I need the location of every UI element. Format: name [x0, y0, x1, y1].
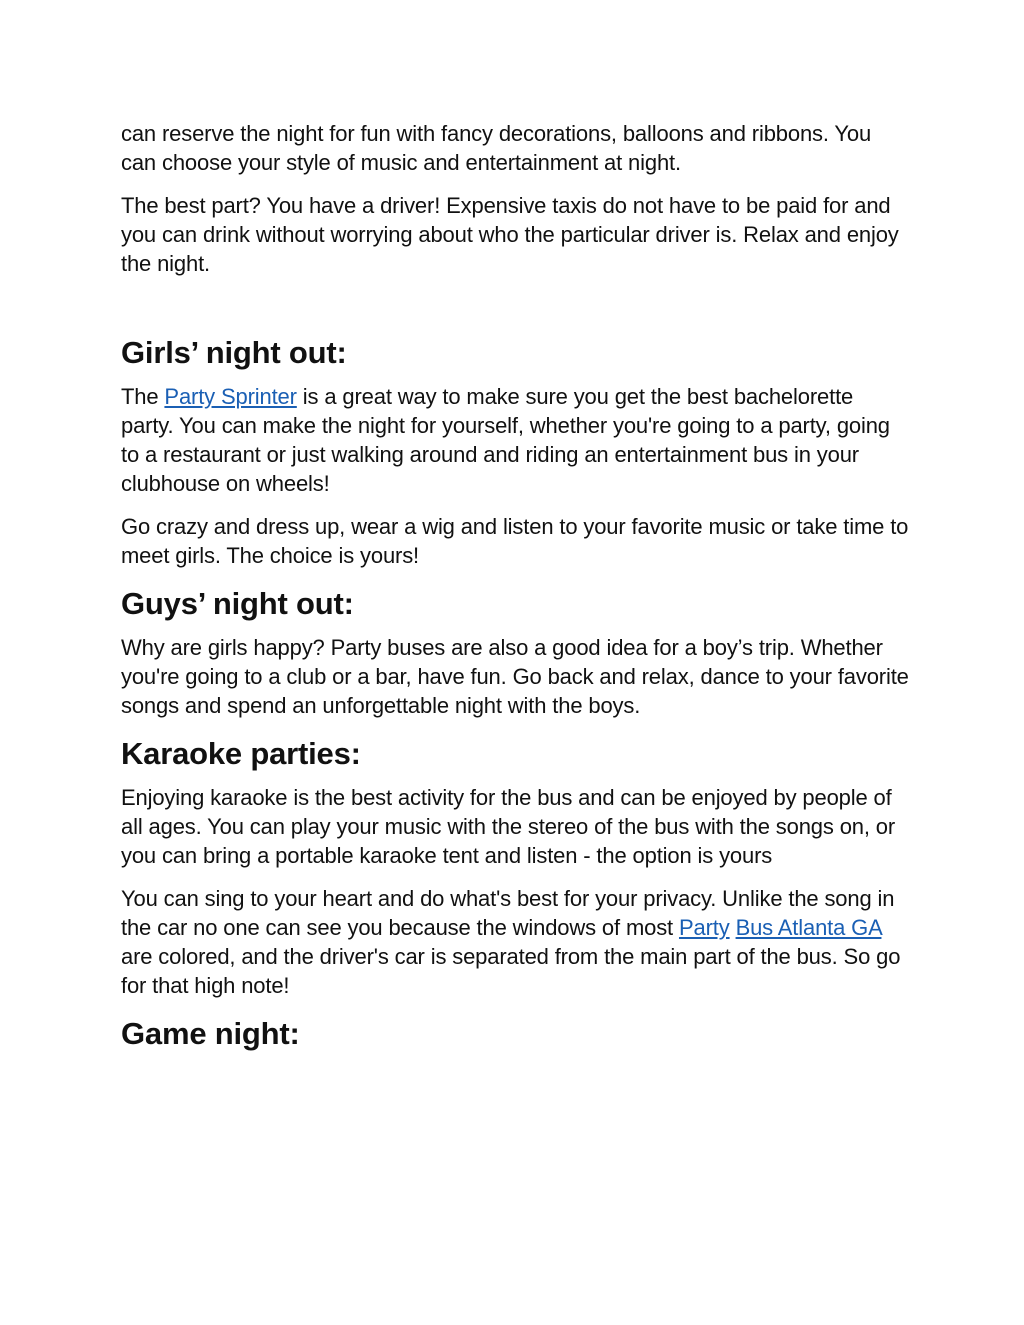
- karaoke-p2-text-after: are colored, and the driver's car is separated from the main part of the bus. So go for that high note!: [121, 944, 901, 998]
- heading-girls-night-out: Girls’ night out:: [121, 335, 347, 370]
- intro-paragraph-1: can reserve the night for fun with fancy decorations, balloons and ribbons. You can choose your style of music and entertainment at night.: [121, 121, 872, 175]
- karaoke-paragraph-2: [121, 884, 911, 1000]
- girls-paragraph-1: [121, 382, 911, 498]
- party-link[interactable]: Party: [678, 915, 730, 940]
- document-page: [121, 119, 911, 1053]
- intro-paragraph-2: The best part? You have a driver! Expensive taxis do not have to be paid for and you can drink without worrying about who the particular driver is. Relax and enjoy the night.: [121, 193, 899, 276]
- party-sprinter-link[interactable]: Party Sprinter: [164, 384, 297, 409]
- heading-guys-night-out: Guys’ night out:: [121, 586, 354, 621]
- heading-karaoke-parties: Karaoke parties:: [121, 736, 361, 771]
- karaoke-paragraph-1: Enjoying karaoke is the best activity for the bus and can be enjoyed by people of all ages. You can play your music with the stereo of the bus with the songs on, or you can bring a portable karaoke tent and listen - the option is yours: [121, 785, 896, 868]
- girls-paragraph-2: Go crazy and dress up, wear a wig and listen to your favorite music or take time to meet girls. The choice is yours!: [121, 514, 909, 568]
- karaoke-p2-text-before: You can sing to your heart and do what's best for your privacy. Unlike the song in the car no one can see you because the windows of most: [121, 886, 895, 940]
- guys-paragraph-1: Why are girls happy? Party buses are also a good idea for a boy’s trip. Whether you're going to a club or a bar, have fun. Go back and relax, dance to your favorite songs and spend an unforgettable night with the boys.: [121, 635, 909, 718]
- girls-p1-text-before: The: [121, 384, 165, 409]
- girls-p1-text-after: is a great way to make sure you get the best bachelorette party. You can make the night for yourself, whether you're going to a party, going to a restaurant or just walking around and riding an entertainment bus in your clubhouse on wheels!: [121, 384, 890, 496]
- bus-atlanta-ga-link[interactable]: Bus Atlanta GA: [735, 915, 882, 940]
- heading-game-night: Game night:: [121, 1016, 300, 1051]
